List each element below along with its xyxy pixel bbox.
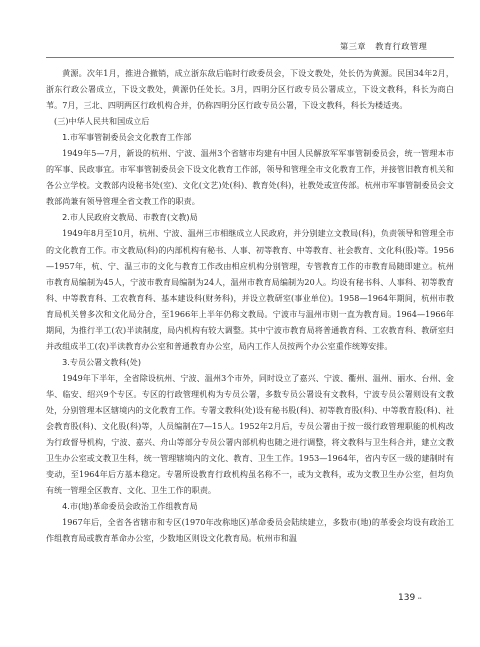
chapter-label: 第三章	[340, 41, 367, 51]
page-number	[398, 593, 421, 603]
page-number-ornament: ••	[417, 596, 422, 602]
subsection-heading: 2.市人民政府文教局、市教育(文教)局	[62, 213, 198, 223]
subsection-heading: 4.市(地)革命委员会政治工作组教育局	[62, 502, 198, 512]
subsection-heading: 3.专员公署文教科(处)	[62, 357, 142, 367]
page-body	[46, 66, 454, 547]
chapter-title: 教育行政管理	[375, 41, 428, 51]
section-heading: (三)中华人民共和国成立后	[54, 117, 150, 127]
header-rule	[46, 57, 454, 58]
page-number-value: 139	[398, 593, 416, 603]
body-paragraph: 黄源。次年1月，推进合撤销，成立浙东敌后临时行政委员会，下设文教处，处长仍为黄源。民国34年2月，浙东行政公署成立，下设文教处，黄源仍任处长。3月，四明分区行政专员公署成立，下设文教科，科长为商白苇。7月，三北、四明两区行政机构合并，仍称四明分区行政专员公署，下设文教科，科长为楼适夷。	[46, 69, 454, 111]
body-paragraph: 1949年8月至10月，杭州、宁波、温州三市相继成立人民政府，并分别建立文教局(科)，负责领导和管理全市的文化教育工作。市文教局(科)的内部机构有秘书、人事、初等教育、中等教育、社会教育、文化科(股)等。1956—1957年，杭、宁、温三市的文化与教育工作改由相应机构分别管理，专管教育工作的市教育局随即建立。杭州市教育局编制为45人，宁波市教育局编制为24人，温州市教育局编制为20人。均设有秘书科、人事科、初等教育科、中等教育科、工农教育科、基本建设科(财务科)，并设立教研室(事业单位)。1958—1964年期间，杭州市教育局机关曾多次和文化局分合，至1966年上半年仍称文教局。宁波市与温州市则一直为教育局。1964—1966年期间，为推行半工(农)半读制度，局内机构有较大调整。其中宁波市教育局将普通教育科、工农教育科、教研室归并改组成半工(农)半读教育办公室和普通教育办公室，局内工作人员按两个办公室重作统筹安排。	[46, 229, 454, 351]
body-paragraph: 1949年下半年，全省除设杭州、宁波、温州3个市外，同时设立了嘉兴、宁波、衢州、温州、丽水、台州、金华、临安、绍兴9个专区。专区的行政管理机构为专员公署，多数专员公署设有文教科，宁波专员公署则设有文教处，分别管理本区辖境内的文化教育工作。专署文教科(处)设有秘书股(科)、初等教育股(科)、中等教育股(科)、社会教育股(科)、文化股(科)等，人员编制在7—15人。1952年2月后，专员公署由于按一级行政管理职能的机构改为行政督导机构，宁波、嘉兴、舟山等部分专员公署内部机构也随之进行调整，将文教科与卫生科合并，建立文教卫生办公室或文教卫生科，统一管理辖境内的文化、教育、卫生工作。1953—1964年，省内专区一级的建制时有变动，至1964年后方基本稳定。专署所设教育行政机构虽名称不一，或为文教科，或为文教卫生办公室，但均负有统一管理全区教育、文化、卫生工作的职责。	[46, 373, 454, 496]
body-paragraph: 1967年后，全省各省辖市和专区(1970年改称地区)革命委员会陆续建立，多数市(地)的革委会均设有政治工作组教育局或教育革命办公室，少数地区则设文化教育局。杭州市和温	[46, 518, 454, 544]
subsection-heading: 1.市军事管制委员会文化教育工作部	[62, 133, 192, 143]
body-paragraph: 1949年5—7月，新设的杭州、宁波、温州3个省辖市均建有中国人民解放军军事管制委员会，统一管理本市的军事、民政事宜。市军事管制委员会下设文化教育工作部，领导和管理全市文化教育工作，并接管旧教育机关和各公立学校。文教部内设秘书处(室)、文化(文艺)处(科)、教育处(科)，社教处或宣传部。杭州市军事管制委员会文教部尚兼有领导管理全省文教工作的职责。	[46, 149, 454, 207]
running-head	[340, 41, 450, 52]
